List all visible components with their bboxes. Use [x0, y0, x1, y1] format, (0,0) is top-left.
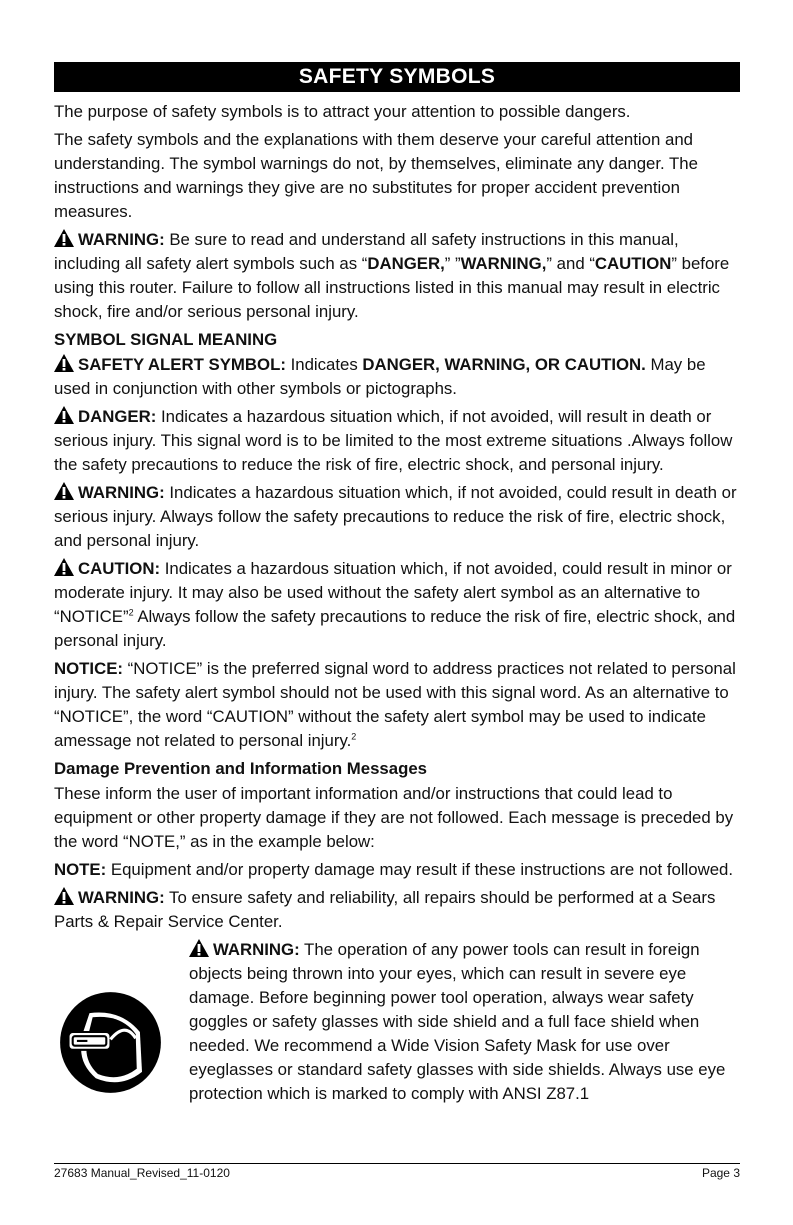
intro-paragraph-1: The purpose of safety symbols is to attract your attention to possible dangers.: [54, 102, 631, 121]
page-number: Page 3: [701, 1166, 740, 1180]
manual-id: 27683 Manual_Revised_11-0120: [54, 1166, 230, 1180]
notice-definition: NOTICE: “NOTICE” is the preferred signal word to address practices not related to personal injury. The safety alert symbol should not be used with this signal word. As an alternative to “NOTICE”, the word “CAUTION” without the safety alert symbol may be used to indicate amessage not related to personal injury.$^2$: [54, 659, 736, 750]
warning-triangle-icon: [54, 229, 74, 247]
section-title: SAFETY SYMBOLS: [54, 62, 740, 92]
warning-triangle-icon: [189, 939, 209, 957]
danger-definition: DANGER: Indicates a hazardous situation which, if not avoided, will result in death or serious injury. This signal word is to be limited to the most extreme situations .Always follow the safety precautions to reduce the risk of fire, electric shock, and personal injury.: [54, 407, 733, 474]
repair-warning: WARNING: To ensure safety and reliability, all repairs should be performed at a Sears Parts & Repair Service Center.: [54, 888, 716, 931]
general-warning: WARNING: Be sure to read and understand all safety instructions in this manual, including all safety alert symbols such as “DANGER,” ”WARNING,” and “CAUTION” before using this router. Failure to follow all instructions listed in this manual may result in electric shock, fire and/or serious personal injury.: [54, 230, 730, 321]
manual-page: [54, 62, 740, 1106]
warning-label: WARNING:: [78, 230, 165, 249]
caution-definition: CAUTION: Indicates a hazardous situation which, if not avoided, could result in minor or moderate injury. It may also be used without the safety alert symbol as an alternative to “NOTICE”$^2$ Always follow the safety precautions to reduce the risk of fire, electric shock, and personal injury.: [54, 559, 736, 650]
eye-protection-block: [54, 938, 740, 1106]
warning-triangle-icon: [54, 406, 74, 424]
intro-paragraph-2: The safety symbols and the explanations with them deserve your careful attention and understanding. The symbol warnings do not, by themselves, eliminate any danger. The instructions and warnings they give are no substitutes for proper accident prevention measures.: [54, 130, 698, 221]
damage-prevention-heading: Damage Prevention and Information Messages: [54, 759, 428, 778]
symbol-signal-heading: SYMBOL SIGNAL MEANING: [54, 330, 278, 349]
eye-protection-warning: WARNING: The operation of any power tools can result in foreign objects being thrown into your eyes, which can result in severe eye damage. Before beginning power tool operation, always wear safety goggles or safety glasses with side shield and a full face shield when needed. We recommend a Wide Vision Safety Mask for use over eyeglasses or standard safety glasses with side shields. Always use eye protection which is marked to comply with ANSI Z87.1: [189, 940, 726, 1103]
warning-triangle-icon: [54, 887, 74, 905]
page-footer: [54, 1163, 740, 1180]
note-example: NOTE: Equipment and/or property damage may result if these instructions are not followed.: [54, 860, 734, 879]
warning-definition: WARNING: Indicates a hazardous situation which, if not avoided, could result in death or serious injury. Always follow the safety precautions to reduce the risk of fire, electric shock, and personal injury.: [54, 483, 737, 550]
warning-triangle-icon: [54, 354, 74, 372]
damage-prevention-paragraph: These inform the user of important information and/or instructions that could lead to equipment or other property damage if they are not followed. Each message is preceded by the word “NOTE,” as in the example below:: [54, 784, 734, 851]
warning-triangle-icon: [54, 558, 74, 576]
safety-alert-definition: SAFETY ALERT SYMBOL: Indicates DANGER, WARNING, OR CAUTION. May be used in conjunction with other symbols or pictographs.: [54, 355, 706, 398]
safety-goggles-icon: [58, 990, 163, 1095]
warning-triangle-icon: [54, 482, 74, 500]
